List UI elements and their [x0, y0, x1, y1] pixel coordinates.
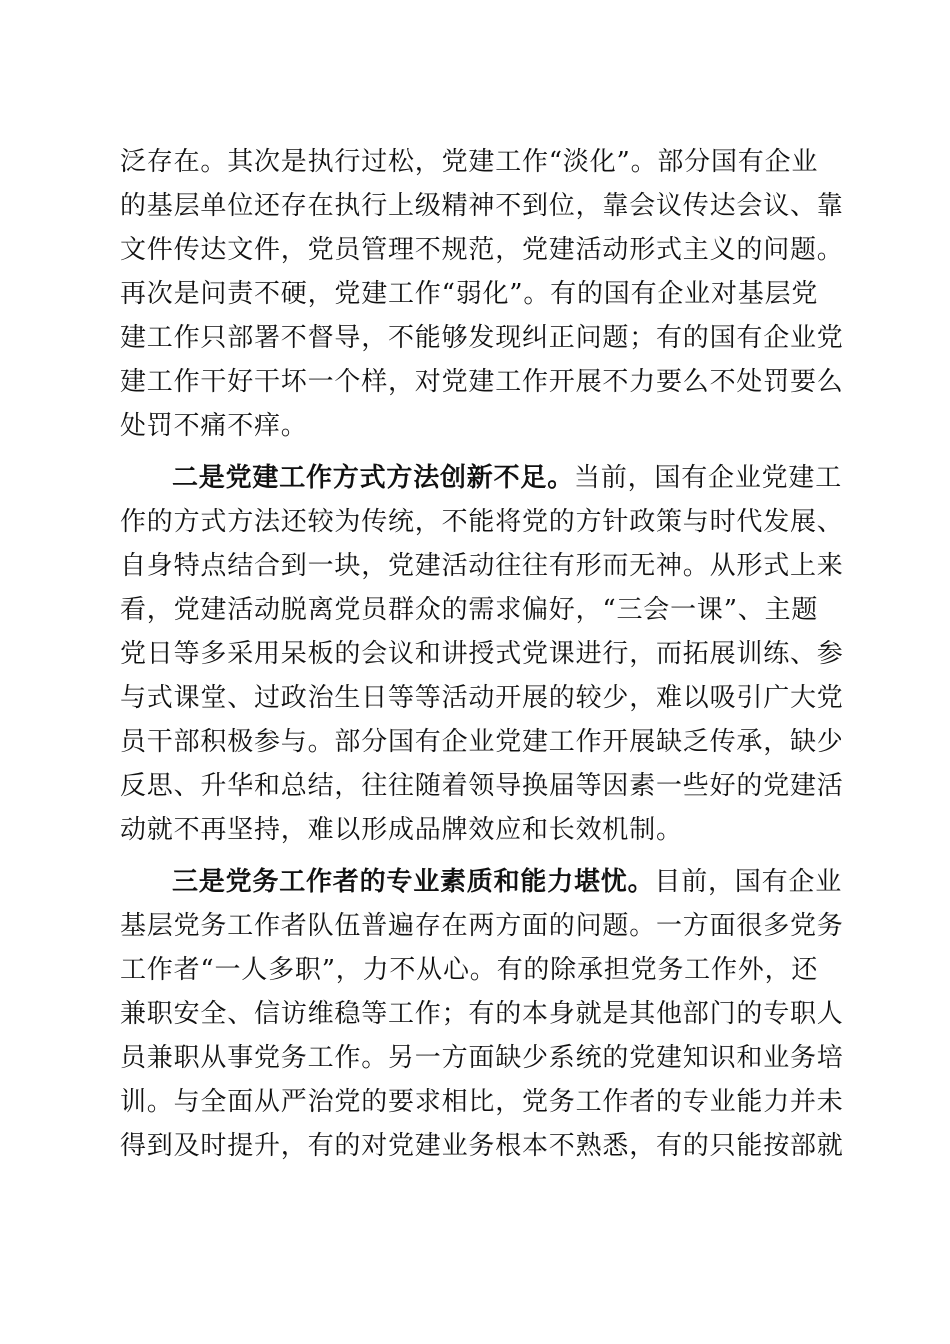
text-line: 作的方式方法还较为传统，不能将党的方针政策与时代发展、	[120, 507, 844, 537]
text-line: 自身特点结合到一块，党建活动往往有形而无神。从形式上来	[120, 551, 844, 581]
text-line: 兼职安全、信访维稳等工作；有的本身就是其他部门的专职人	[120, 999, 844, 1029]
text-line: 员兼职从事党务工作。另一方面缺少系统的党建知识和业务培	[120, 1043, 844, 1073]
text-line: 与式课堂、过政治生日等等活动开展的较少，难以吸引广大党	[120, 683, 844, 713]
text-line: 泛存在。其次是执行过松，党建工作“淡化”。部分国有企业	[120, 147, 819, 177]
text-line: 处罚不痛不痒。	[120, 411, 308, 441]
text-line: 建工作干好干坏一个样，对党建工作开展不力要么不处罚要么	[120, 367, 844, 397]
paragraph-text: 目前，国有企业	[654, 867, 843, 897]
text-line: 训。与全面从严治党的要求相比，党务工作者的专业能力并未	[120, 1087, 844, 1117]
text-line: 基层党务工作者队伍普遍存在两方面的问题。一方面很多党务	[120, 911, 844, 941]
paragraph-text: 当前，国有企业党建工	[574, 463, 843, 493]
paragraph-heading: 三是党务工作者的专业素质和能力堪忧。	[172, 867, 655, 897]
text-line: 党日等多采用呆板的会议和讲授式党课进行，而拓展训练、参	[120, 639, 844, 669]
text-line: 建工作只部署不督导，不能够发现纠正问题；有的国有企业党	[120, 323, 844, 353]
text-line: 的基层单位还存在执行上级精神不到位，靠会议传达会议、靠	[120, 191, 844, 221]
text-line: 看，党建活动脱离党员群众的需求偏好，“三会一课”、主题	[120, 595, 819, 625]
paragraph-first-line	[172, 458, 842, 498]
paragraph-first-line	[172, 862, 842, 902]
paragraph-heading: 二是党建工作方式方法创新不足。	[172, 463, 575, 493]
text-line: 工作者“一人多职”，力不从心。有的除承担党务工作外，还	[120, 955, 819, 985]
text-line: 动就不再坚持，难以形成品牌效应和长效机制。	[120, 815, 683, 845]
text-line: 得到及时提升，有的对党建业务根本不熟悉，有的只能按部就	[120, 1131, 844, 1161]
text-line: 反思、升华和总结，往往随着领导换届等因素一些好的党建活	[120, 771, 844, 801]
text-line: 员干部积极参与。部分国有企业党建工作开展缺乏传承，缺少	[120, 727, 844, 757]
text-line: 再次是问责不硬，党建工作“弱化”。有的国有企业对基层党	[120, 279, 819, 309]
text-line: 文件传达文件，党员管理不规范，党建活动形式主义的问题。	[120, 235, 844, 265]
